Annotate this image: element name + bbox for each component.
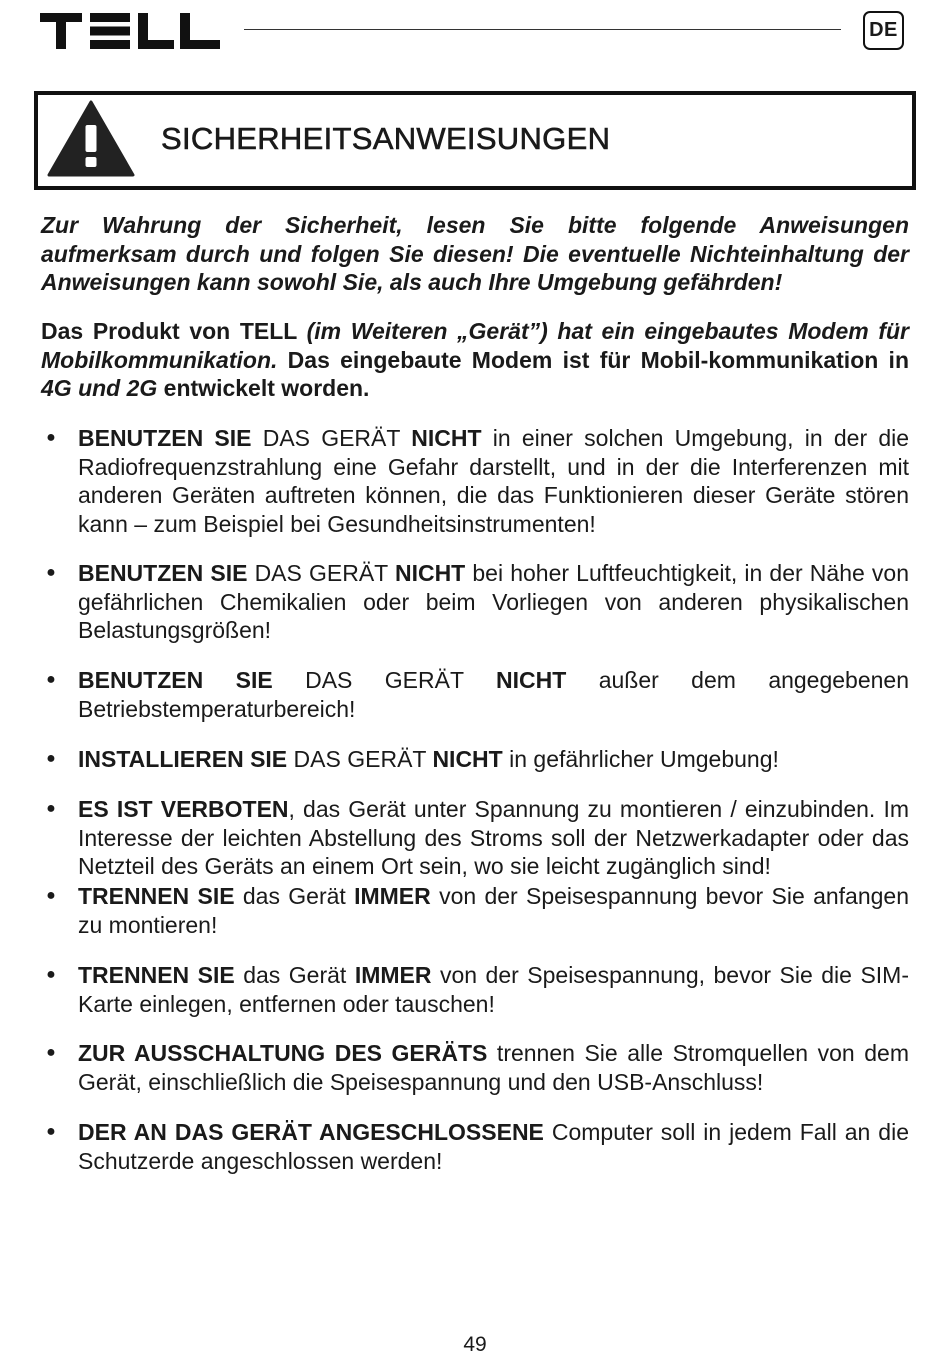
- bullet-text: in einer solchen Umgebung, in der die Radiofrequenzstrahlung eine Gefahr darstellt, und in der die Interferenzen mit anderen Geräten auftreten können, die das Funktionieren dieser Geräte stören kann – zum Beispiel bei Gesundheitsinstrumenten!: [78, 425, 910, 537]
- intro-paragraph: Zur Wahrung der Sicherheit, lesen Sie bitte folgende Anweisungen aufmerksam durch und folgen Sie diesen! Die eventuelle Nichteinhaltung der Anweisungen kann sowohl Sie, als auch Ihre Umgebung gefährden!: [41, 212, 909, 295]
- bullet-keyword: BENUTZEN SIE: [78, 667, 273, 693]
- bullet-text: trennen Sie alle Stromquellen von dem Gerät, einschließlich die Speisespannung und den USB-Anschluss!: [78, 1040, 909, 1095]
- bullet-keyword: TRENNEN SIE: [78, 883, 235, 909]
- bullet-keyword: IMMER: [354, 883, 431, 909]
- bullet-keyword: IMMER: [354, 962, 432, 988]
- tell-logo: [40, 13, 220, 49]
- bullet-keyword: ES IST VERBOTEN: [78, 796, 289, 822]
- safety-bullet: [41, 795, 909, 881]
- warning-triangle-icon: [47, 100, 135, 177]
- safety-bullet: [41, 1118, 909, 1175]
- bullet-text: das Gerät: [234, 962, 355, 988]
- bullet-keyword: NICHT: [411, 425, 482, 451]
- safety-bullet: [41, 1039, 909, 1096]
- product-text-4: 4G und 2G: [41, 375, 158, 401]
- product-text-1: Das Produkt von TELL: [41, 318, 307, 344]
- product-paragraph: [41, 317, 909, 403]
- safety-bullet: [41, 745, 909, 774]
- bullet-text: außer dem angegebenen Betriebstemperaturbereich!: [78, 667, 910, 722]
- bullet-dot: ●: [46, 750, 56, 767]
- bullet-text: in gefährlicher Umgebung!: [502, 746, 779, 772]
- bullet-keyword: NICHT: [394, 560, 466, 586]
- bullet-dot: ●: [46, 887, 56, 904]
- bullet-dot: ●: [46, 564, 56, 581]
- page-number: 49: [463, 1333, 487, 1356]
- product-text-3: Das eingebaute Modem ist für Mobil-kommunikation in: [277, 346, 909, 373]
- bullet-keyword: INSTALLIEREN SIE: [78, 746, 288, 772]
- bullet-keyword: NICHT: [496, 667, 567, 693]
- bullet-dot: ●: [46, 966, 56, 983]
- bullet-keyword: ZUR AUSSCHALTUNG DES GERÄTS: [78, 1040, 488, 1066]
- language-badge: DE: [863, 11, 904, 50]
- bullet-dot: ●: [46, 1044, 56, 1061]
- bullet-keyword: TRENNEN SIE: [78, 962, 235, 988]
- bullet-text: bei hoher Luftfeuchtigkeit, in der Nähe von gefährlichen Chemikalien oder beim Vorliegen von anderen physikalischen Belastungsgrößen!: [78, 560, 910, 643]
- safety-bullet: [41, 559, 909, 645]
- bullet-text: von der Speisespannung bevor Sie anfangen zu montieren!: [78, 883, 909, 938]
- bullet-text: das Gerät: [234, 883, 355, 909]
- bullet-text: Computer soll in jedem Fall an die Schutzerde angeschlossen werden!: [78, 1119, 910, 1174]
- product-text-2: (im Weiteren „Gerät”) hat ein eingebautes Modem für Mobilkommunikation.: [41, 318, 909, 373]
- bullet-text: DAS GERÄT: [287, 746, 433, 772]
- bullet-dot: ●: [46, 671, 56, 688]
- bullet-dot: ●: [46, 800, 56, 817]
- safety-bullet: [41, 424, 909, 538]
- bullet-text: DAS GERÄT: [251, 425, 412, 451]
- product-text-5: entwickelt worden.: [157, 375, 370, 401]
- safety-bullet: [41, 666, 909, 723]
- bullet-keyword: BENUTZEN SIE: [78, 560, 248, 586]
- bullet-keyword: NICHT: [432, 746, 503, 772]
- bullet-dot: ●: [46, 1123, 56, 1140]
- bullet-text: von der Speisespannung, bevor Sie die SIM-Karte einlegen, entfernen oder tauschen!: [78, 962, 909, 1017]
- bullet-keyword: BENUTZEN SIE: [78, 425, 252, 451]
- bullet-text: DAS GERÄT: [247, 560, 395, 586]
- safety-bullet: [41, 882, 909, 939]
- bullet-dot: ●: [46, 429, 56, 446]
- header-divider: [244, 29, 841, 30]
- bullet-keyword: DER AN DAS GERÄT ANGESCHLOSSENE: [78, 1119, 544, 1145]
- bullet-text: , das Gerät unter Spannung zu montieren / einzubinden. Im Interesse der leichten Abstellung des Stroms soll der Netzwerkadapter oder das Netzteil des Geräts an einem Ort sein, wo sie leicht zugänglich sind!: [78, 796, 909, 879]
- safety-bullet: [41, 961, 909, 1018]
- bullet-text: DAS GERÄT: [272, 667, 497, 693]
- page-title: SICHERHEITSANWEISUNGEN: [161, 121, 611, 156]
